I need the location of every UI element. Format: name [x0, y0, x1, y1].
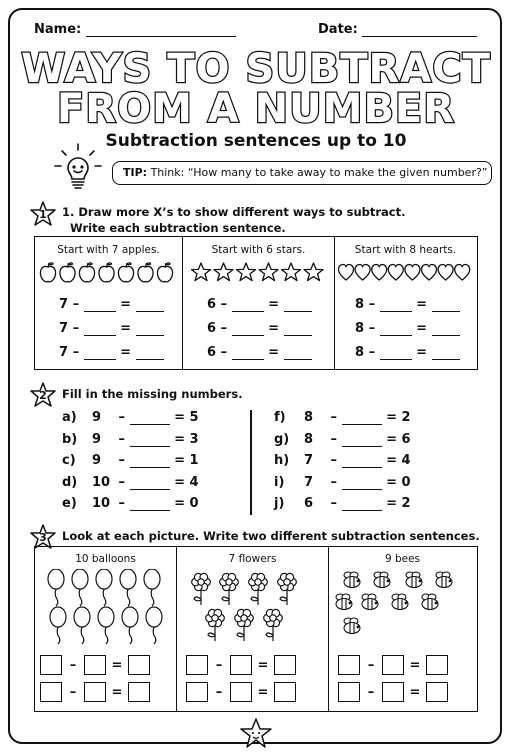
row-label: d)	[62, 474, 78, 490]
result-number: 4	[189, 474, 199, 490]
bee-icon	[362, 594, 378, 610]
bees-column-title: 9 bees	[384, 553, 421, 565]
start-number: 7	[304, 453, 314, 468]
start-number: 8	[304, 410, 314, 425]
subtraction-sentence: – =	[40, 655, 150, 675]
answer-box[interactable]	[338, 682, 360, 702]
answer-blank[interactable]	[342, 498, 382, 511]
balloon-icon	[50, 607, 66, 644]
flower-icon	[235, 609, 254, 641]
section-2-number: 2	[39, 389, 47, 402]
apple-icon	[79, 263, 94, 282]
start-number: 9	[92, 431, 102, 447]
name-label: Name:	[34, 22, 82, 37]
blank[interactable]	[432, 299, 460, 312]
heart-icon	[438, 265, 453, 281]
apples-column-title: Start with 7 apples.	[57, 244, 160, 256]
flower-icons	[185, 569, 321, 647]
result-number: 4	[401, 453, 411, 468]
answer-box[interactable]	[128, 682, 150, 702]
subtraction-sentence: – =	[338, 655, 448, 675]
row-label: h)	[274, 453, 290, 468]
flower-icon	[220, 573, 239, 605]
star-icon	[214, 263, 233, 281]
heart-icon	[405, 265, 420, 281]
star-icon	[237, 263, 256, 281]
answer-box[interactable]	[382, 682, 404, 702]
answer-blank[interactable]	[130, 477, 170, 490]
apple-sentence-2: 7 – =	[59, 321, 164, 336]
apples-column	[35, 237, 183, 369]
result-number: 2	[401, 496, 411, 511]
blank[interactable]	[84, 323, 116, 336]
star-icon	[304, 263, 323, 281]
section-1-number: 1	[39, 208, 47, 221]
answer-box[interactable]	[274, 655, 296, 675]
lightbulb-icon	[52, 142, 104, 194]
answer-box[interactable]	[426, 682, 448, 702]
column-divider	[250, 410, 252, 515]
equation-row: f) 8 – = 2	[274, 410, 411, 425]
start-number: 7	[304, 474, 314, 490]
flower-icon	[206, 609, 225, 641]
answer-blank[interactable]	[130, 455, 170, 468]
answer-box[interactable]	[84, 655, 106, 675]
bee-icon	[422, 594, 438, 610]
star-icons	[191, 262, 331, 284]
apple-icon	[40, 263, 55, 282]
start-number: 9	[92, 410, 102, 425]
name-blank[interactable]	[86, 36, 236, 37]
result-number: 3	[189, 431, 199, 447]
section-3-instruction: Look at each picture. Write two different subtraction sentences.	[62, 529, 480, 543]
answer-box[interactable]	[84, 682, 106, 702]
heart-sentence-3: 8 – =	[355, 345, 460, 360]
balloon-icon	[144, 569, 160, 606]
balloon-icon	[74, 607, 90, 644]
result-number: 1	[189, 453, 199, 468]
equation-row: c) 9 – = 1	[62, 453, 199, 468]
row-label: e)	[62, 496, 77, 511]
blank[interactable]	[232, 323, 264, 336]
answer-box[interactable]	[186, 682, 208, 702]
balloons-column-title: 10 balloons	[75, 553, 136, 565]
equation-row: e) 10 – = 0	[62, 496, 199, 511]
blank[interactable]	[84, 299, 116, 312]
apple-icons	[39, 262, 179, 284]
heart-icon	[372, 265, 387, 281]
title-line-1: WAYS TO SUBTRACT	[21, 46, 491, 92]
heart-icon	[422, 265, 437, 281]
row-label: i)	[274, 474, 285, 490]
result-number: 0	[401, 474, 411, 490]
apple-icon	[157, 263, 172, 282]
apple-icon	[60, 263, 75, 282]
flower-icon	[264, 609, 283, 641]
balloon-icon	[72, 569, 88, 606]
row-label: c)	[62, 453, 76, 468]
result-number: 2	[401, 410, 411, 425]
answer-box[interactable]	[426, 655, 448, 675]
result-number: 6	[401, 431, 411, 447]
row-label: j)	[274, 496, 285, 511]
balloon-icon	[96, 569, 112, 606]
subtitle: Subtraction sentences up to 10	[105, 131, 407, 151]
star-sentence-2: 6 – =	[207, 321, 312, 336]
flower-icon	[278, 573, 297, 605]
heart-sentence-2: 8 – =	[355, 321, 460, 336]
bee-icon	[344, 618, 360, 634]
subtraction-sentence: – =	[186, 682, 296, 702]
star-icon	[259, 263, 278, 281]
bee-icon	[344, 572, 360, 588]
answer-box[interactable]	[230, 655, 252, 675]
start-number: 10	[92, 474, 111, 490]
row-label: g)	[274, 431, 290, 447]
flower-icon	[249, 573, 268, 605]
apple-sentence-3: 7 – =	[59, 345, 164, 360]
bee-icon	[406, 572, 422, 588]
section-2-instruction: Fill in the missing numbers.	[62, 387, 243, 401]
blank[interactable]	[284, 323, 312, 336]
heart-sentence-1: 8 – =	[355, 297, 460, 312]
star-sentence-3: 6 – =	[207, 345, 312, 360]
row-label: f)	[274, 410, 286, 425]
answer-box[interactable]	[338, 655, 360, 675]
heart-icons	[338, 263, 474, 283]
section-1-box	[34, 236, 478, 370]
stars-column-title: Start with 6 stars.	[211, 244, 306, 256]
section-3-number: 3	[39, 531, 47, 544]
star-icon	[282, 263, 301, 281]
start-number: 6	[304, 496, 314, 511]
tip-box	[112, 161, 492, 185]
equation-row: g) 8 – = 6	[274, 431, 411, 447]
equation-row: i) 7 – = 0	[274, 474, 411, 490]
bee-icon	[392, 594, 408, 610]
date-label: Date:	[318, 22, 358, 37]
date-blank[interactable]	[362, 36, 477, 37]
balloon-icon	[48, 569, 64, 606]
answer-blank[interactable]	[130, 498, 170, 511]
row-label: a)	[62, 410, 77, 425]
start-number: 10	[92, 496, 111, 511]
answer-box[interactable]	[382, 655, 404, 675]
balloon-icon	[120, 569, 136, 606]
answer-box[interactable]	[274, 682, 296, 702]
tip-text: Think: “How many to take away to make the given number?”	[150, 166, 488, 179]
bee-icon	[374, 572, 390, 588]
heart-icon	[455, 265, 470, 281]
hearts-column-title: Start with 8 hearts.	[354, 244, 457, 256]
subtraction-sentence: – =	[40, 682, 150, 702]
start-number: 9	[92, 453, 102, 468]
heart-icon	[388, 265, 403, 281]
equation-row: h) 7 – = 4	[274, 453, 411, 468]
apple-icon	[138, 263, 153, 282]
subtraction-sentence: – =	[338, 682, 448, 702]
balloon-icons	[41, 569, 171, 647]
answer-blank[interactable]	[342, 455, 382, 468]
blank[interactable]	[432, 323, 460, 336]
blank[interactable]	[136, 323, 164, 336]
blank[interactable]	[84, 347, 116, 360]
balloon-icon	[146, 607, 162, 644]
blank[interactable]	[284, 299, 312, 312]
answer-box[interactable]	[230, 682, 252, 702]
star-sentence-1: 6 – =	[207, 297, 312, 312]
equation-row: d) 10 – = 4	[62, 474, 199, 490]
heart-icon	[339, 265, 354, 281]
subtraction-sentence: – =	[186, 655, 296, 675]
answer-blank[interactable]	[130, 412, 170, 425]
flowers-column-title: 7 flowers	[228, 553, 277, 565]
stars-column	[183, 237, 335, 369]
blank[interactable]	[232, 299, 264, 312]
blank[interactable]	[136, 347, 164, 360]
result-number: 0	[189, 496, 199, 511]
start-number: 8	[304, 431, 314, 447]
title-line-2: FROM A NUMBER	[56, 86, 456, 132]
answer-blank[interactable]	[342, 412, 382, 425]
equation-row: j) 6 – = 2	[274, 496, 411, 511]
blank[interactable]	[380, 299, 412, 312]
blank[interactable]	[380, 347, 412, 360]
bee-icon	[436, 572, 452, 588]
blank[interactable]	[432, 347, 460, 360]
section-1-line-1: 1. Draw more X’s to show different ways to subtract.	[62, 205, 406, 219]
apple-icon	[99, 263, 114, 282]
section-1-line-2: Write each subtraction sentence.	[70, 221, 286, 235]
row-label: b)	[62, 431, 78, 447]
answer-box[interactable]	[40, 682, 62, 702]
name-field[interactable]	[34, 22, 236, 37]
blank[interactable]	[136, 299, 164, 312]
section-1-instruction	[62, 204, 405, 236]
answer-box[interactable]	[186, 655, 208, 675]
blank[interactable]	[232, 347, 264, 360]
equation-row: a) 9 – = 5	[62, 410, 199, 425]
answer-box[interactable]	[40, 655, 62, 675]
answer-blank[interactable]	[342, 477, 382, 490]
apple-icon	[118, 263, 133, 282]
answer-blank[interactable]	[342, 434, 382, 447]
answer-blank[interactable]	[130, 434, 170, 447]
date-field[interactable]	[318, 22, 477, 37]
flower-icon	[192, 573, 211, 605]
bee-icon	[336, 594, 352, 610]
blank[interactable]	[380, 323, 412, 336]
bee-icons	[335, 571, 471, 645]
apple-sentence-1: 7 – =	[59, 297, 164, 312]
result-number: 5	[189, 410, 199, 425]
answer-box[interactable]	[128, 655, 150, 675]
tip-label: TIP:	[123, 166, 148, 179]
balloon-icon	[122, 607, 138, 644]
blank[interactable]	[284, 347, 312, 360]
balloon-icon	[98, 607, 114, 644]
smiling-star-icon	[240, 718, 272, 748]
star-icon	[192, 263, 211, 281]
hearts-column	[335, 237, 476, 369]
heart-icon	[355, 265, 370, 281]
equation-row: b) 9 – = 3	[62, 431, 199, 447]
